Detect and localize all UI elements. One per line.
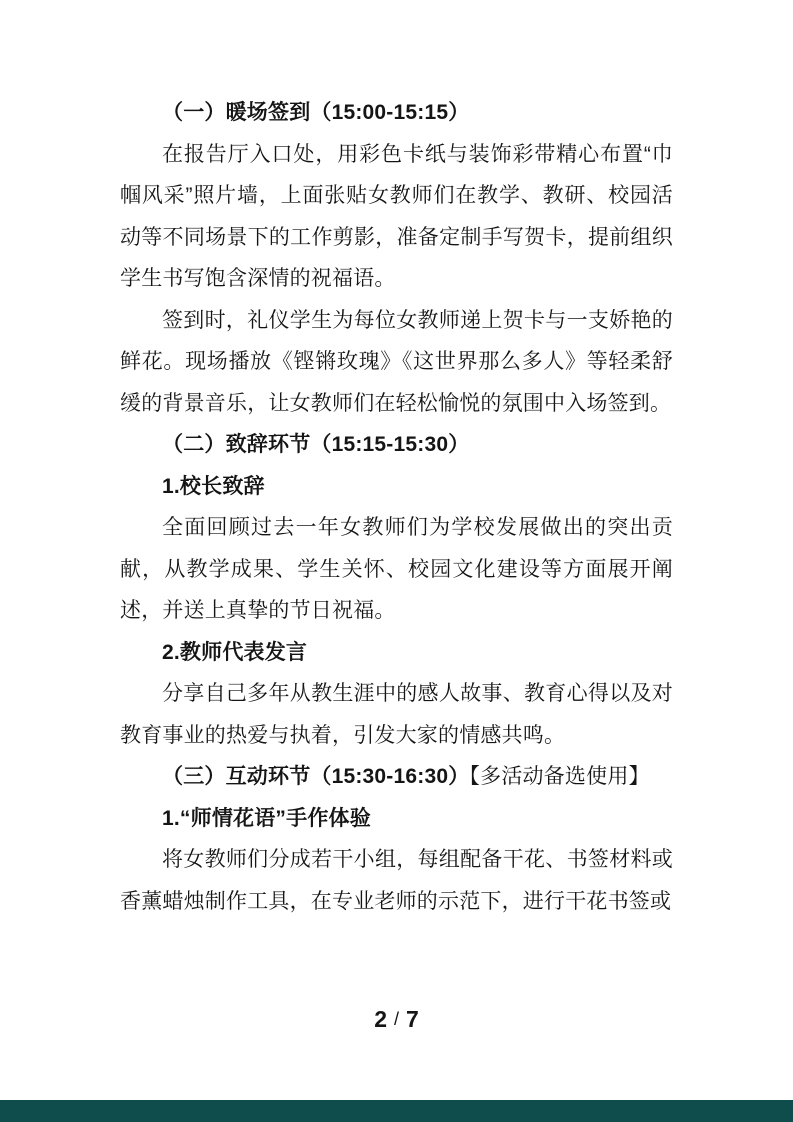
subsection-heading: 1.校长致辞 bbox=[162, 474, 265, 498]
page-number-separator: / bbox=[393, 1009, 399, 1029]
body-paragraph: 将女教师们分成若干小组，每组配备干花、书签材料或香薰蜡烛制作工具，在专业老师的示范下，进行干花书签或 bbox=[120, 848, 673, 913]
page-number-current: 2 bbox=[374, 1006, 387, 1032]
subsection-heading: 2.教师代表发言 bbox=[162, 640, 308, 664]
section-heading: （二）致辞环节（15:15-15:30） bbox=[162, 433, 470, 456]
document-body bbox=[120, 92, 673, 922]
heading-bold-text: （三）互动环节（15:30-16:30） bbox=[162, 765, 470, 788]
subsection-heading: 1.“师情花语”手作体验 bbox=[162, 806, 371, 830]
section-heading: （一）暖场签到（15:00-15:15） bbox=[162, 101, 470, 124]
bottom-accent-bar bbox=[0, 1100, 793, 1122]
heading-note-text: 【多活动备选使用】 bbox=[469, 765, 650, 788]
body-paragraph: 签到时，礼仪学生为每位女教师递上贺卡与一支娇艳的鲜花。现场播放《铿锵玫瑰》《这世界那么多人》等轻柔舒缓的背景音乐，让女教师们在轻松愉悦的氛围中入场签到。 bbox=[120, 308, 673, 415]
page-number-total: 7 bbox=[406, 1006, 419, 1032]
section-heading-mixed bbox=[120, 756, 673, 798]
page-number bbox=[0, 1003, 793, 1037]
body-paragraph: 分享自己多年从教生涯中的感人故事、教育心得以及对教育事业的热爱与执着，引发大家的情感共鸣。 bbox=[120, 682, 673, 747]
body-paragraph: 在报告厅入口处，用彩色卡纸与装饰彩带精心布置“巾帼风采”照片墙，上面张贴女教师们在教学、教研、校园活动等不同场景下的工作剪影，准备定制手写贺卡，提前组织学生书写饱含深情的祝福语。 bbox=[120, 142, 673, 290]
body-paragraph: 全面回顾过去一年女教师们为学校发展做出的突出贡献，从教学成果、学生关怀、校园文化建设等方面展开阐述，并送上真挚的节日祝福。 bbox=[120, 516, 673, 622]
